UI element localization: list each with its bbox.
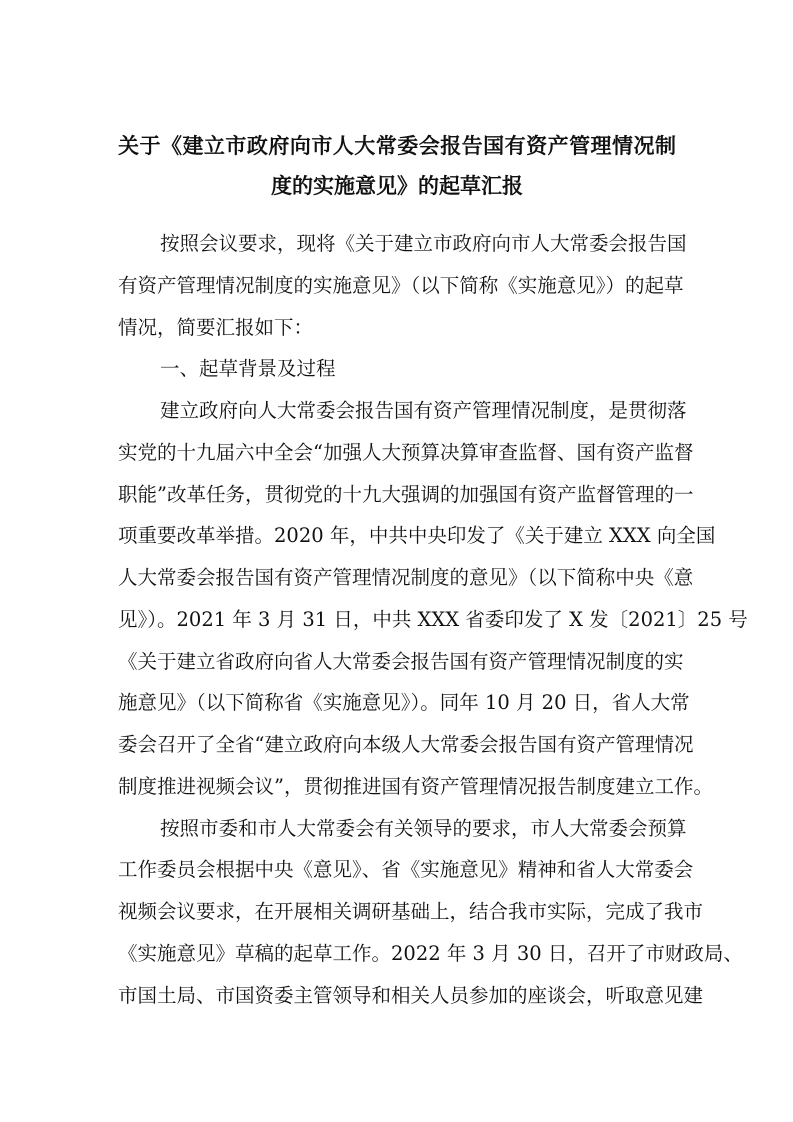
text-line: 施意见》（以下简称省《实施意见》）。同年 10 月 20 日，省人大常 [118,691,690,715]
text-line: 委会召开了全省“建立政府向本级人大常委会报告国有资产管理情况 [118,733,694,756]
paragraph-process [118,808,743,1017]
document-title [118,126,676,206]
text-line: 按照会议要求，现将《关于建立市政府向市人大常委会报告国 [160,232,687,255]
section-heading [118,348,676,390]
text-line: 市国土局、市国资委主管领导和相关人员参加的座谈会，听取意见建 [118,983,704,1007]
text-line: 视频会议要求，在开展相关调研基础上，结合我市实际，完成了我市 [118,900,704,923]
title-line: 度的实施意见》的起草汇报 [271,173,523,198]
text-line: 人大常委会报告国有资产管理情况制度的意见》（以下简称中央《意 [118,566,694,589]
text-line: 工作委员会根据中央《意见》、省《实施意见》精神和省人大常委会 [118,858,694,882]
text-line: 《实施意见》草稿的起草工作。2022 年 3 月 30 日，召开了市财政局、 [118,941,743,965]
text-line: 项重要改革举措。2020 年，中共中央印发了《关于建立 XXX 向全国 [118,524,716,548]
text-line: 实党的十九届六中全会“加强人大预算决算审查监督、国有资产监督 [118,440,694,464]
text-line: 按照市委和市人大常委会有关领导的要求，市人大常委会预算 [160,816,687,840]
text-line: 建立政府向人大常委会报告国有资产管理情况制度，是贯彻落 [160,399,687,422]
text-line: 职能”改革任务，贯彻党的十九大强调的加强国有资产监督管理的一 [118,482,694,506]
text-line: 制度推进视频会议”，贯彻推进国有资产管理情况报告制度建立工作。 [118,774,713,798]
paragraph-background [118,390,748,808]
heading-text: 一、起草背景及过程 [160,357,336,381]
text-line: 见》）。2021 年 3 月 31 日，中共 XXX 省委印发了 X 发〔2021〕25 号 [118,607,748,631]
paragraph-intro [118,223,687,348]
text-line: 有资产管理情况制度的实施意见》（以下简称《实施意见》）的起草 [118,273,684,297]
text-line: 《关于建立省政府向省人大常委会报告国有资产管理情况制度的实 [118,649,684,673]
title-line: 关于《建立市政府向市人大常委会报告国有资产管理情况制 [118,133,676,158]
text-line: 情况，简要汇报如下： [118,315,314,339]
document-body [118,223,748,1016]
